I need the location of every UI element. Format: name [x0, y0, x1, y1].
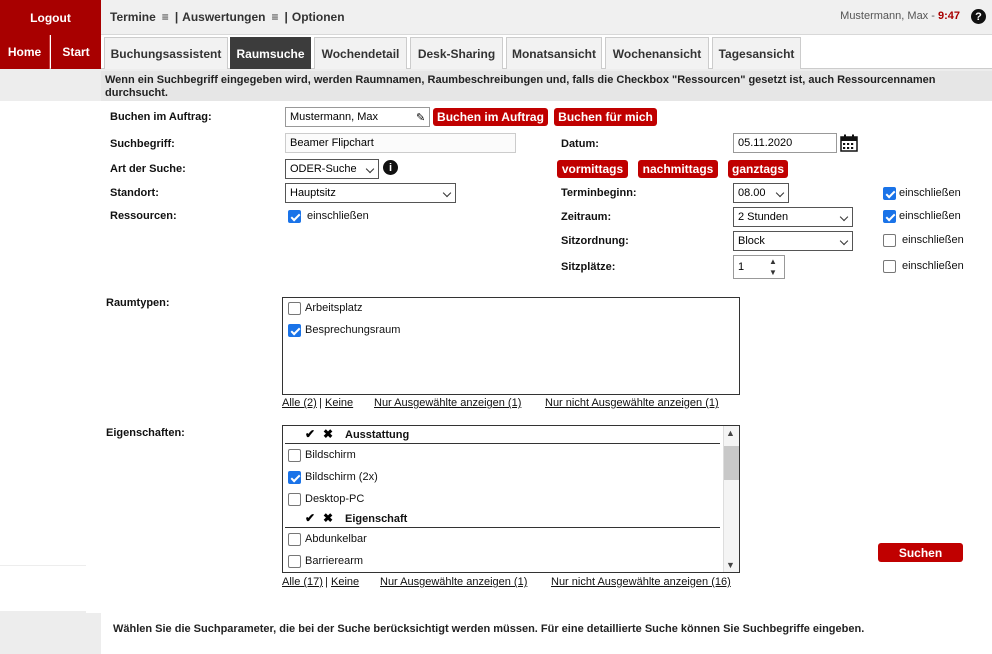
eigenschaften-nur-ausgewaehlte-link[interactable]: Nur Ausgewählte anzeigen (1)	[380, 576, 528, 588]
start-button[interactable]: Start	[51, 35, 101, 69]
clear-all-icon[interactable]: ✖	[323, 427, 334, 441]
group-header-eigenschaft: Eigenschaft	[345, 513, 408, 525]
standort-select[interactable]: Hauptsitz	[285, 183, 456, 203]
buchen-fuer-mich-button[interactable]: Buchen für mich	[554, 108, 657, 126]
tab-monatsansicht[interactable]: Monatsansicht	[506, 37, 602, 69]
sitzplaetze-spinner[interactable]	[769, 257, 782, 277]
edit-icon[interactable]: ✎	[416, 112, 426, 124]
eigenschaft-checkbox-bildschirm[interactable]	[288, 449, 301, 462]
zeitraum-label: Zeitraum:	[561, 211, 612, 223]
spin-up-icon[interactable]: ▲	[769, 257, 777, 266]
raumtypen-nur-nicht-link[interactable]: Nur nicht Ausgewählte anzeigen (1)	[545, 397, 719, 409]
eigenschaften-nur-nicht-link[interactable]: Nur nicht Ausgewählte anzeigen (16)	[551, 576, 731, 588]
sitzordnung-label: Sitzordnung:	[561, 235, 629, 247]
sitzordnung-select[interactable]: Block	[733, 231, 853, 251]
raumtypen-keine-link[interactable]: Keine	[325, 397, 354, 409]
top-menu	[110, 10, 345, 24]
ganztags-button[interactable]: ganztags	[728, 160, 788, 178]
hamburger-icon[interactable]: ≡	[271, 10, 279, 24]
info-icon[interactable]: i	[383, 160, 398, 175]
raumtypen-nur-ausgewaehlte-link[interactable]: Nur Ausgewählte anzeigen (1)	[374, 397, 522, 409]
clear-all-icon[interactable]: ✖	[323, 511, 334, 525]
zeitraum-checkbox[interactable]	[883, 210, 896, 223]
zeitraum-check-label: einschließen	[899, 210, 961, 222]
raumtyp-checkbox-arbeitsplatz[interactable]	[288, 302, 301, 315]
menu-separator: |	[284, 10, 288, 24]
eigenschaft-label: Bildschirm	[305, 449, 356, 461]
link-separator: |	[319, 397, 322, 409]
tab-wochendetail[interactable]: Wochendetail	[314, 37, 407, 69]
check-all-icon[interactable]: ✔	[305, 427, 316, 441]
group-divider	[285, 443, 720, 444]
raumtyp-checkbox-besprechungsraum[interactable]	[288, 324, 301, 337]
raumtyp-label: Besprechungsraum	[305, 324, 401, 336]
eigenschaft-checkbox-bildschirm-2x[interactable]	[288, 471, 301, 484]
sitzordnung-checkbox[interactable]	[883, 234, 896, 247]
suchbegriff-input[interactable]: Beamer Flipchart	[285, 133, 516, 153]
auftrag-value: Mustermann, Max	[290, 111, 379, 123]
buchen-im-auftrag-button[interactable]: Buchen im Auftrag	[433, 108, 548, 126]
terminbeginn-check-label: einschließen	[899, 187, 961, 199]
zeitraum-select[interactable]: 2 Stunden	[733, 207, 853, 227]
link-separator: |	[325, 576, 328, 588]
ressourcen-label: Ressourcen:	[110, 210, 177, 222]
terminbeginn-select[interactable]: 08.00	[733, 183, 789, 203]
sitzplaetze-input[interactable]: 1	[733, 255, 785, 279]
eigenschaft-checkbox-desktop-pc[interactable]	[288, 493, 301, 506]
group-header-ausstattung: Ausstattung	[345, 429, 410, 441]
home-button[interactable]: Home	[0, 35, 50, 69]
left-gutter	[86, 101, 101, 613]
scroll-down-icon[interactable]: ▼	[726, 560, 735, 570]
footer-hint: Wählen Sie die Suchparameter, die bei der Suche berücksichtigt werden müssen. Für eine detaillierte Suche können Sie Suchbegriffe eingeben.	[113, 623, 865, 635]
scrollbar-thumb[interactable]	[724, 446, 739, 480]
eigenschaft-label: Abdunkelbar	[305, 533, 367, 545]
spin-down-icon[interactable]: ▼	[769, 268, 777, 277]
tab-tagesansicht[interactable]: Tagesansicht	[712, 37, 801, 69]
sitzordnung-check-label: einschließen	[902, 234, 964, 246]
tab-buchungsassistent[interactable]: Buchungsassistent	[104, 37, 228, 69]
menu-optionen[interactable]: Optionen	[291, 10, 345, 24]
left-panel	[0, 101, 86, 565]
terminbeginn-checkbox[interactable]	[883, 187, 896, 200]
eigenschaft-checkbox-barrierearm[interactable]	[288, 555, 301, 568]
eigenschaft-label: Barrierearm	[305, 555, 364, 567]
vormittags-button[interactable]: vormittags	[557, 160, 628, 178]
datum-label: Datum:	[561, 138, 599, 150]
menu-termine[interactable]: Termine	[110, 10, 156, 24]
menu-auswertungen[interactable]: Auswertungen	[182, 10, 266, 24]
left-panel-bottom	[0, 566, 86, 611]
auftrag-label: Buchen im Auftrag:	[110, 111, 212, 123]
tab-desk-sharing[interactable]: Desk-Sharing	[410, 37, 503, 69]
art-der-suche-select[interactable]: ODER-Suche	[285, 159, 379, 179]
tab-raumsuche[interactable]: Raumsuche	[230, 37, 311, 69]
calendar-icon[interactable]	[840, 134, 858, 152]
eigenschaften-label: Eigenschaften:	[106, 427, 185, 439]
info-bar: Wenn ein Suchbegriff eingegeben wird, werden Raumnamen, Raumbeschreibungen und, falls die Checkbox "Ressourcen" gesetzt ist, auch Ressourcennamen durchsucht.	[101, 71, 992, 101]
menu-separator: |	[174, 10, 179, 24]
terminbeginn-label: Terminbeginn:	[561, 187, 637, 199]
ressourcen-checkbox[interactable]	[288, 210, 301, 223]
sitzplaetze-label: Sitzplätze:	[561, 261, 616, 273]
clock-time: 9:47	[937, 10, 960, 22]
check-all-icon[interactable]: ✔	[305, 511, 316, 525]
eigenschaft-label: Bildschirm (2x)	[305, 471, 378, 483]
sitzplaetze-checkbox[interactable]	[883, 260, 896, 273]
nachmittags-button[interactable]: nachmittags	[638, 160, 718, 178]
scroll-up-icon[interactable]: ▲	[726, 428, 735, 438]
group-divider	[285, 527, 720, 528]
raumtypen-label: Raumtypen:	[106, 297, 170, 309]
sitzplaetze-check-label: einschließen	[902, 260, 964, 272]
user-info	[840, 10, 960, 22]
user-separator: -	[928, 10, 938, 22]
suchen-button[interactable]: Suchen	[878, 543, 963, 562]
eigenschaften-alle-link[interactable]: Alle (17)	[282, 576, 323, 588]
raumtyp-label: Arbeitsplatz	[305, 302, 363, 314]
logout-button[interactable]: Logout	[0, 0, 101, 35]
eigenschaft-label: Desktop-PC	[305, 493, 365, 505]
ressourcen-check-label: einschließen	[307, 210, 369, 222]
datum-input[interactable]: 05.11.2020	[733, 133, 837, 153]
help-icon[interactable]: ?	[971, 9, 986, 24]
eigenschaften-keine-link[interactable]: Keine	[331, 576, 360, 588]
eigenschaft-checkbox-abdunkelbar[interactable]	[288, 533, 301, 546]
art-der-suche-label: Art der Suche:	[110, 163, 186, 175]
suchbegriff-label: Suchbegriff:	[110, 138, 175, 150]
hamburger-icon[interactable]: ≡	[161, 10, 169, 24]
standort-label: Standort:	[110, 187, 159, 199]
tab-wochenansicht[interactable]: Wochenansicht	[605, 37, 709, 69]
user-name: Mustermann, Max	[840, 10, 929, 22]
auftrag-input[interactable]	[285, 107, 430, 127]
raumtypen-alle-link[interactable]: Alle (2)	[282, 397, 317, 409]
